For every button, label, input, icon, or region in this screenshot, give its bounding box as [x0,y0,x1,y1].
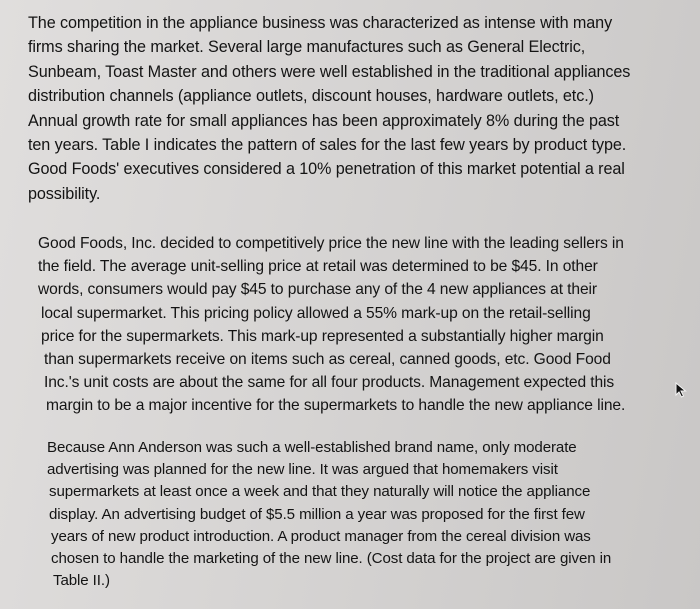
text-line: chosen to handle the marketing of the new line. (Cost data for the project are given in [51,550,612,568]
text-line: years of new product introduction. A product manager from the cereal division was [51,527,591,545]
text-line: than supermarkets receive on items such as cereal, canned goods, etc. Good Food [44,351,611,369]
text-line: possibility. [28,184,101,203]
text-line: firms sharing the market. Several large manufactures such as General Electric, [28,38,586,57]
text-line: the field. The average unit-selling price at retail was determined to be $45. In other [38,258,598,276]
text-line: advertising was planned for the new line. It was argued that homemakers visit [47,461,558,479]
text-line: supermarkets at least once a week and that they naturally will notice the appliance [49,483,591,501]
mouse-pointer-icon [675,382,687,398]
text-line: display. An advertising budget of $5.5 million a year was proposed for the first few [49,505,585,523]
paragraph-advertising [47,437,611,592]
text-line: local supermarket. This pricing policy allowed a 55% mark-up on the retail-selling [41,304,591,322]
text-line: Good Foods' executives considered a 10% penetration of this market potential a real [28,160,625,179]
text-line: Table II.) [53,572,110,590]
text-line: Sunbeam, Toast Master and others were well established in the traditional appliances [28,62,631,81]
text-line: Inc.'s unit costs are about the same for all four products. Management expected this [44,374,615,392]
paragraph-competition [28,11,630,206]
text-line: price for the supermarkets. This mark-up represented a substantially higher margin [41,327,604,345]
text-line: margin to be a major incentive for the supermarkets to handle the new appliance line. [46,397,626,415]
text-line: Annual growth rate for small appliances has been approximately 8% during the past [28,111,620,130]
text-line: Good Foods, Inc. decided to competitively price the new line with the leading sellers in [38,235,624,252]
text-line: Because Ann Anderson was such a well-established brand name, only moderate [47,439,577,456]
paragraph-pricing [38,232,625,418]
text-line: ten years. Table I indicates the pattern of sales for the last few years by product type. [28,136,627,155]
text-line: distribution channels (appliance outlets, discount houses, hardware outlets, etc.) [28,87,594,106]
text-line: The competition in the appliance business was characterized as intense with many [28,14,613,32]
text-line: words, consumers would pay $45 to purchase any of the 4 new appliances at their [38,281,598,299]
